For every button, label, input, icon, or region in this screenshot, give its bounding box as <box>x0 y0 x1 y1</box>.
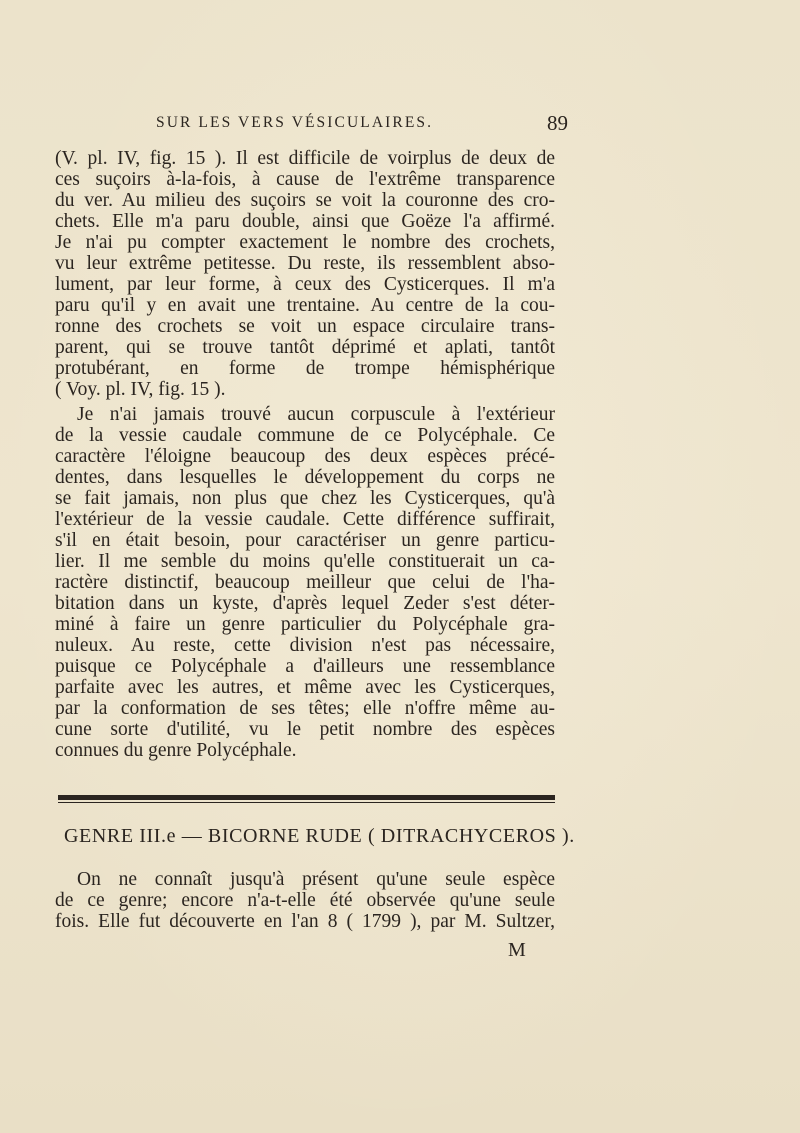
text-line: nuleux. Au reste, cette division n'est pas nécessaire, <box>55 635 555 656</box>
text-line: connues du genre Polycéphale. <box>55 740 297 761</box>
text-line: parfaite avec les autres, et même avec les Cysticerques, <box>55 677 555 698</box>
text-line: de la vessie caudale commune de ce Polycéphale. Ce <box>55 425 555 446</box>
text-line: lier. Il me semble du moins qu'elle constituerait un ca- <box>55 551 555 572</box>
text-line: du ver. Au milieu des suçoirs se voit la couronne des cro- <box>55 190 555 211</box>
paragraph-caudal-vesicle <box>55 404 555 761</box>
text-line: lument, par leur forme, à ceux des Cysticerques. Il m'a <box>55 274 555 295</box>
paragraph-polycephale-suckers <box>55 148 555 400</box>
text-line: ces suçoirs à-la-fois, à cause de l'extrême transparence <box>55 169 555 190</box>
text-line: par la conformation de ses têtes; elle n'offre même au- <box>55 698 555 719</box>
text-line: cune sorte d'utilité, vu le petit nombre des espèces <box>55 719 555 740</box>
text-line: se fait jamais, non plus que chez les Cysticerques, qu'à <box>55 488 555 509</box>
text-line: ronne des crochets se voit un espace circulaire trans- <box>55 316 555 337</box>
text-line: s'il en était besoin, pour caractériser un genre particu- <box>55 530 555 551</box>
text-line: bitation dans un kyste, d'après lequel Zeder s'est déter- <box>55 593 555 614</box>
divider-thick-rule <box>58 795 555 800</box>
text-line: ( Voy. pl. IV, fig. 15 ). <box>55 379 226 400</box>
text-line: dentes, dans lesquelles le développement du corps ne <box>55 467 555 488</box>
running-head <box>156 111 568 138</box>
text-line: miné à faire un genre particulier du Polycéphale gra- <box>55 614 555 635</box>
running-title: SUR LES VERS VÉSICULAIRES. <box>156 114 434 131</box>
text-line: caractère l'éloigne beaucoup des deux espèces précé- <box>55 446 555 467</box>
text-line: de ce genre; encore n'a-t-elle été observée qu'une seule <box>55 890 555 911</box>
text-line: Je n'ai jamais trouvé aucun corpuscule à l'extérieur <box>77 404 555 425</box>
text-line: protubérant, en forme de trompe hémisphérique <box>55 358 555 379</box>
text-line: paru qu'il y en avait une trentaine. Au centre de la cou- <box>55 295 555 316</box>
text-line: l'extérieur de la vessie caudale. Cette différence suffirait, <box>55 509 555 530</box>
text-line: chets. Elle m'a paru double, ainsi que Goëze l'a affirmé. <box>55 211 555 232</box>
paragraph-bicorne <box>55 869 555 932</box>
text-line: ractère distinctif, beaucoup meilleur que celui de l'ha- <box>55 572 555 593</box>
text-line: parent, qui se trouve tantôt déprimé et aplati, tantôt <box>55 337 555 358</box>
text-line: Je n'ai pu compter exactement le nombre des crochets, <box>55 232 555 253</box>
text-line: (V. pl. IV, fig. 15 ). Il est difficile de voirplus de deux de <box>55 148 555 169</box>
text-line: puisque ce Polycéphale a d'ailleurs une ressemblance <box>55 656 555 677</box>
divider-thin-rule <box>58 802 555 803</box>
section-heading: GENRE III.e — BICORNE RUDE ( DITRACHYCEROS ). <box>64 825 575 847</box>
text-line: On ne connaît jusqu'à présent qu'une seule espèce <box>77 869 555 890</box>
page-number: 89 <box>547 111 568 135</box>
text-line: fois. Elle fut découverte en l'an 8 ( 1799 ), par M. Sultzer, <box>55 911 555 932</box>
text-line: vu leur extrême petitesse. Du reste, ils ressemblent abso- <box>55 253 555 274</box>
section-divider <box>58 795 555 803</box>
signature-mark: M <box>508 939 526 961</box>
